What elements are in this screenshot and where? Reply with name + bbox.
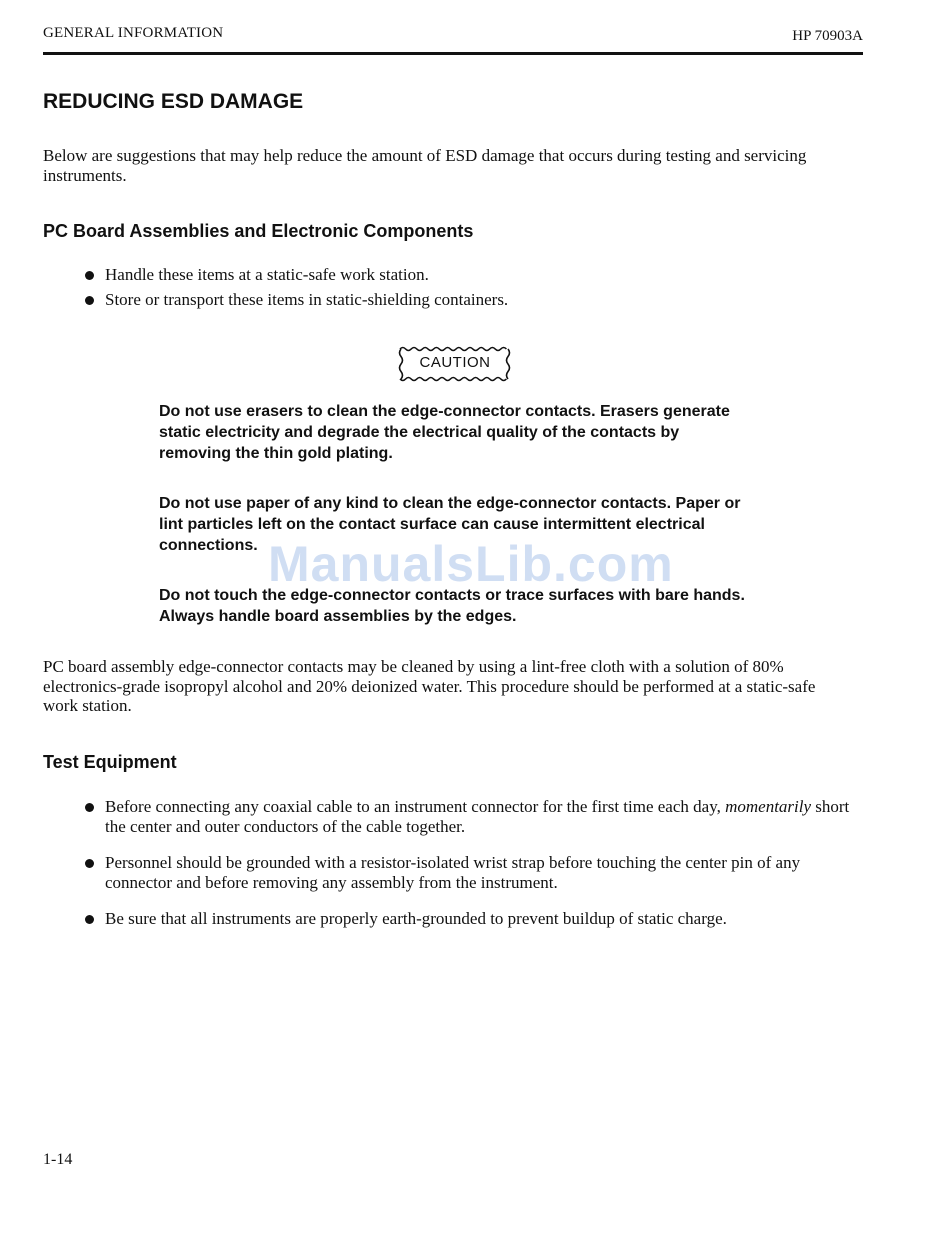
- caution-label: CAUTION: [419, 354, 491, 371]
- pc-board-heading: PC Board Assemblies and Electronic Components: [43, 221, 474, 241]
- list-item: [85, 265, 855, 285]
- list-item: [85, 853, 855, 892]
- page-title: REDUCING ESD DAMAGE: [43, 90, 304, 113]
- header-section-label: GENERAL INFORMATION: [43, 25, 224, 41]
- bullet-icon: [85, 803, 94, 812]
- caution-paragraph-erasers: Do not use erasers to clean the edge-connector contacts. Erasers generate static electricity and degrade the electrical quality of the contacts by removing the thin gold plating.: [159, 403, 730, 462]
- list-item-text: Before connecting any coaxial cable to an instrument connector for the first time each day,: [105, 797, 721, 816]
- list-item-text: Handle these items at a static-safe work station.: [105, 265, 429, 284]
- test-equipment-heading: Test Equipment: [43, 752, 177, 772]
- caution-box: [398, 345, 512, 383]
- bullet-icon: [85, 271, 94, 280]
- intro-paragraph: Below are suggestions that may help reduce the amount of ESD damage that occurs during testing and servicing instruments.: [43, 146, 807, 185]
- list-item-text: short the center and outer conductors of the cable together.: [105, 797, 850, 836]
- pc-board-bullet-list: [85, 265, 855, 309]
- watermark-text: ManualsLib.com: [268, 536, 674, 592]
- header-rule: [43, 52, 863, 55]
- page-header: [43, 25, 863, 55]
- bullet-icon: [85, 859, 94, 868]
- list-item-text: Store or transport these items in static-shielding containers.: [105, 289, 509, 309]
- list-item: [85, 290, 855, 310]
- bullet-icon: [85, 296, 94, 305]
- caution-paragraph-paper: Do not use paper of any kind to clean the edge-connector contacts. Paper or lint particles left on the contact surface can cause intermittent electrical connections.: [159, 495, 741, 554]
- caution-paragraph-touch: Do not touch the edge-connector contacts or trace surfaces with bare hands. Always handle board assemblies by the edges.: [159, 587, 745, 625]
- list-item: [85, 909, 855, 929]
- list-item-text: Personnel should be grounded with a resistor-isolated wrist strap before touching the center pin of any connector and before removing any assembly from the instrument.: [105, 853, 801, 892]
- list-item-emphasis: momentarily: [725, 797, 812, 816]
- page-number: 1-14: [43, 1151, 73, 1168]
- test-equipment-bullet-list: [85, 797, 855, 929]
- cleaning-paragraph: PC board assembly edge-connector contacts may be cleaned by using a lint-free cloth with a solution of 80% electronics-grade isopropyl alcohol and 20% deionized water. This procedure should be performed at a static-safe work station.: [43, 657, 816, 715]
- bullet-icon: [85, 915, 94, 924]
- header-model-label: HP 70903A: [792, 28, 863, 44]
- list-item-text: Be sure that all instruments are properly earth-grounded to prevent buildup of static charge.: [105, 909, 727, 928]
- list-item: [85, 797, 855, 836]
